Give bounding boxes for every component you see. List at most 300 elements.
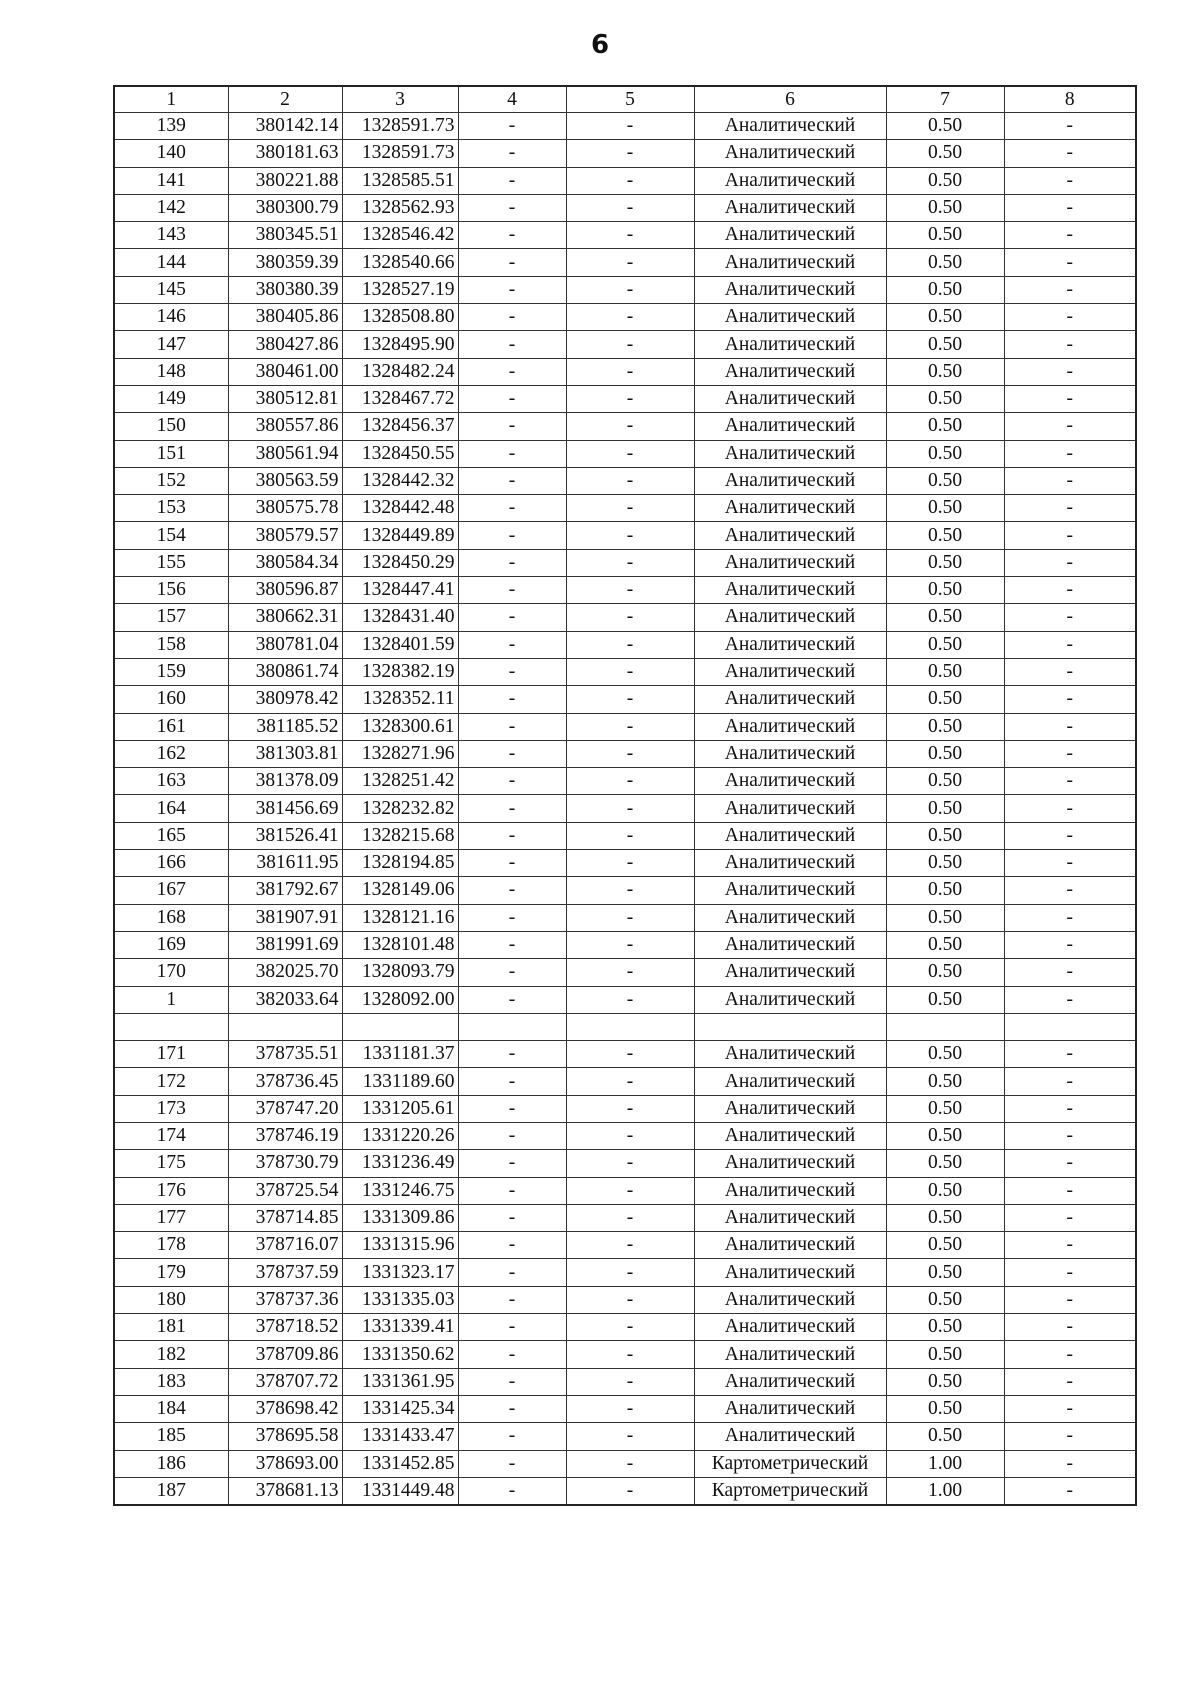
- cell-col-5: -: [566, 631, 694, 658]
- cell-col-4: -: [458, 577, 566, 604]
- cell-col-8: -: [1004, 850, 1136, 877]
- cell-point-number: 1: [114, 986, 228, 1013]
- cell-method: Аналитический: [694, 495, 886, 522]
- cell-method: Аналитический: [694, 276, 886, 303]
- cell-col-8: -: [1004, 194, 1136, 221]
- page-number: 6: [590, 30, 610, 60]
- cell-col-5: -: [566, 167, 694, 194]
- cell-col-8: -: [1004, 358, 1136, 385]
- cell-col-8: -: [1004, 222, 1136, 249]
- cell-y-coordinate: 1328101.48: [342, 931, 458, 958]
- cell-col-5: -: [566, 931, 694, 958]
- cell-col-4: -: [458, 768, 566, 795]
- cell-x-coordinate: 380781.04: [228, 631, 342, 658]
- table-row: [114, 631, 1136, 658]
- cell-col-4: -: [458, 713, 566, 740]
- cell-point-number: 165: [114, 822, 228, 849]
- table-row: [114, 795, 1136, 822]
- cell-col-4: -: [458, 467, 566, 494]
- cell-col-5: -: [566, 577, 694, 604]
- cell-accuracy: 0.50: [886, 222, 1004, 249]
- cell-accuracy: 0.50: [886, 577, 1004, 604]
- cell-method: Аналитический: [694, 768, 886, 795]
- cell-col-5: [566, 1013, 694, 1040]
- cell-col-8: -: [1004, 1314, 1136, 1341]
- cell-col-8: -: [1004, 713, 1136, 740]
- cell-method: Аналитический: [694, 1395, 886, 1422]
- cell-point-number: 147: [114, 331, 228, 358]
- cell-col-4: -: [458, 140, 566, 167]
- cell-col-8: -: [1004, 795, 1136, 822]
- table-row: [114, 194, 1136, 221]
- cell-accuracy: 0.50: [886, 1150, 1004, 1177]
- cell-col-5: -: [566, 331, 694, 358]
- cell-accuracy: 0.50: [886, 1177, 1004, 1204]
- cell-col-4: -: [458, 1395, 566, 1422]
- cell-method: Аналитический: [694, 1095, 886, 1122]
- cell-y-coordinate: 1328442.32: [342, 467, 458, 494]
- cell-y-coordinate: 1331452.85: [342, 1450, 458, 1477]
- cell-x-coordinate: 378695.58: [228, 1423, 342, 1450]
- cell-col-8: -: [1004, 140, 1136, 167]
- cell-point-number: 143: [114, 222, 228, 249]
- cell-accuracy: 0.50: [886, 440, 1004, 467]
- cell-col-8: -: [1004, 1204, 1136, 1231]
- cell-col-4: -: [458, 1477, 566, 1505]
- cell-col-8: -: [1004, 740, 1136, 767]
- cell-x-coordinate: 381378.09: [228, 768, 342, 795]
- table-row: [114, 822, 1136, 849]
- cell-accuracy: 0.50: [886, 1314, 1004, 1341]
- cell-y-coordinate: 1328562.93: [342, 194, 458, 221]
- cell-col-5: -: [566, 440, 694, 467]
- cell-x-coordinate: 381185.52: [228, 713, 342, 740]
- cell-col-8: -: [1004, 931, 1136, 958]
- cell-point-number: 158: [114, 631, 228, 658]
- cell-method: Аналитический: [694, 1259, 886, 1286]
- cell-col-4: -: [458, 986, 566, 1013]
- cell-col-5: -: [566, 822, 694, 849]
- cell-col-4: -: [458, 495, 566, 522]
- cell-point-number: 173: [114, 1095, 228, 1122]
- cell-col-5: -: [566, 1122, 694, 1149]
- cell-col-5: -: [566, 1286, 694, 1313]
- cell-col-5: -: [566, 1177, 694, 1204]
- cell-col-4: -: [458, 276, 566, 303]
- cell-col-8: -: [1004, 1150, 1136, 1177]
- cell-x-coordinate: 380662.31: [228, 604, 342, 631]
- cell-col-5: -: [566, 877, 694, 904]
- cell-method: Аналитический: [694, 740, 886, 767]
- cell-method: Аналитический: [694, 140, 886, 167]
- cell-col-5: -: [566, 358, 694, 385]
- cell-y-coordinate: 1331433.47: [342, 1423, 458, 1450]
- cell-col-4: -: [458, 931, 566, 958]
- table-row: [114, 740, 1136, 767]
- cell-col-8: -: [1004, 959, 1136, 986]
- cell-accuracy: 0.50: [886, 467, 1004, 494]
- cell-x-coordinate: 378730.79: [228, 1150, 342, 1177]
- cell-y-coordinate: 1328450.29: [342, 549, 458, 576]
- cell-col-8: -: [1004, 768, 1136, 795]
- cell-point-number: 140: [114, 140, 228, 167]
- table-row: [114, 1041, 1136, 1068]
- cell-x-coordinate: 378746.19: [228, 1122, 342, 1149]
- cell-col-5: -: [566, 1232, 694, 1259]
- table-row: [114, 331, 1136, 358]
- cell-col-5: -: [566, 1368, 694, 1395]
- cell-col-5: -: [566, 1395, 694, 1422]
- table-body: [114, 86, 1136, 1505]
- table-row: [114, 850, 1136, 877]
- cell-col-8: -: [1004, 1368, 1136, 1395]
- cell-y-coordinate: 1331315.96: [342, 1232, 458, 1259]
- cell-col-8: -: [1004, 658, 1136, 685]
- cell-x-coordinate: 380512.81: [228, 385, 342, 412]
- cell-col-4: -: [458, 358, 566, 385]
- cell-method: Аналитический: [694, 658, 886, 685]
- cell-accuracy: 0.50: [886, 385, 1004, 412]
- table-row: [114, 1477, 1136, 1505]
- table-row: [114, 1232, 1136, 1259]
- cell-x-coordinate: 380142.14: [228, 113, 342, 140]
- cell-method: Аналитический: [694, 959, 886, 986]
- cell-y-coordinate: 1328232.82: [342, 795, 458, 822]
- cell-col-4: -: [458, 1068, 566, 1095]
- cell-method: Аналитический: [694, 904, 886, 931]
- cell-point-number: 146: [114, 304, 228, 331]
- cell-method: Аналитический: [694, 1122, 886, 1149]
- cell-x-coordinate: 380181.63: [228, 140, 342, 167]
- cell-col-8: -: [1004, 1068, 1136, 1095]
- cell-x-coordinate: 378698.42: [228, 1395, 342, 1422]
- cell-col-4: -: [458, 194, 566, 221]
- cell-x-coordinate: 378716.07: [228, 1232, 342, 1259]
- cell-method: Аналитический: [694, 1232, 886, 1259]
- cell-col-4: -: [458, 113, 566, 140]
- cell-method: Аналитический: [694, 822, 886, 849]
- cell-col-4: -: [458, 1368, 566, 1395]
- cell-y-coordinate: 1331205.61: [342, 1095, 458, 1122]
- table-row: [114, 1122, 1136, 1149]
- cell-y-coordinate: 1328092.00: [342, 986, 458, 1013]
- column-header-8: 8: [1004, 86, 1136, 113]
- cell-method: Аналитический: [694, 1423, 886, 1450]
- cell-accuracy: 0.50: [886, 658, 1004, 685]
- table-row: [114, 904, 1136, 931]
- cell-accuracy: 0.50: [886, 877, 1004, 904]
- cell-point-number: 157: [114, 604, 228, 631]
- cell-x-coordinate: 380575.78: [228, 495, 342, 522]
- column-header-2: 2: [228, 86, 342, 113]
- cell-x-coordinate: 380861.74: [228, 658, 342, 685]
- cell-col-5: -: [566, 850, 694, 877]
- cell-point-number: 149: [114, 385, 228, 412]
- cell-accuracy: 0.50: [886, 1232, 1004, 1259]
- cell-col-8: -: [1004, 577, 1136, 604]
- cell-col-4: -: [458, 1423, 566, 1450]
- column-header-6: 6: [694, 86, 886, 113]
- cell-col-4: -: [458, 167, 566, 194]
- cell-col-4: -: [458, 1232, 566, 1259]
- cell-col-5: -: [566, 495, 694, 522]
- cell-x-coordinate: 381991.69: [228, 931, 342, 958]
- table-row: [114, 1204, 1136, 1231]
- cell-col-5: -: [566, 1259, 694, 1286]
- cell-y-coordinate: 1331220.26: [342, 1122, 458, 1149]
- cell-col-5: -: [566, 1314, 694, 1341]
- cell-method: [694, 1013, 886, 1040]
- cell-x-coordinate: 382025.70: [228, 959, 342, 986]
- table-row: [114, 1095, 1136, 1122]
- cell-accuracy: [886, 1013, 1004, 1040]
- cell-method: Аналитический: [694, 1177, 886, 1204]
- cell-method: Аналитический: [694, 249, 886, 276]
- cell-x-coordinate: [228, 1013, 342, 1040]
- cell-point-number: 171: [114, 1041, 228, 1068]
- column-header-5: 5: [566, 86, 694, 113]
- cell-col-4: -: [458, 904, 566, 931]
- table-row: [114, 1368, 1136, 1395]
- cell-col-5: -: [566, 1341, 694, 1368]
- cell-point-number: 167: [114, 877, 228, 904]
- cell-col-4: -: [458, 1122, 566, 1149]
- cell-col-8: -: [1004, 549, 1136, 576]
- cell-x-coordinate: 378747.20: [228, 1095, 342, 1122]
- cell-col-5: -: [566, 1450, 694, 1477]
- cell-col-4: -: [458, 331, 566, 358]
- cell-x-coordinate: 381526.41: [228, 822, 342, 849]
- cell-point-number: 150: [114, 413, 228, 440]
- cell-col-5: -: [566, 1477, 694, 1505]
- cell-method: Аналитический: [694, 631, 886, 658]
- cell-col-4: -: [458, 686, 566, 713]
- cell-x-coordinate: 381907.91: [228, 904, 342, 931]
- cell-col-8: -: [1004, 1341, 1136, 1368]
- cell-accuracy: 0.50: [886, 1395, 1004, 1422]
- cell-method: Аналитический: [694, 577, 886, 604]
- cell-col-5: -: [566, 249, 694, 276]
- cell-method: Аналитический: [694, 1204, 886, 1231]
- cell-accuracy: 0.50: [886, 113, 1004, 140]
- cell-method: Аналитический: [694, 440, 886, 467]
- cell-accuracy: 0.50: [886, 713, 1004, 740]
- coordinates-table: [113, 85, 1137, 1506]
- table-row: [114, 1013, 1136, 1040]
- cell-col-4: -: [458, 877, 566, 904]
- cell-col-5: -: [566, 1423, 694, 1450]
- cell-accuracy: 0.50: [886, 822, 1004, 849]
- cell-col-8: -: [1004, 1395, 1136, 1422]
- cell-col-4: -: [458, 1341, 566, 1368]
- cell-col-4: -: [458, 1177, 566, 1204]
- cell-point-number: 148: [114, 358, 228, 385]
- cell-col-5: -: [566, 1095, 694, 1122]
- cell-col-5: -: [566, 658, 694, 685]
- cell-col-5: -: [566, 1150, 694, 1177]
- cell-col-5: -: [566, 959, 694, 986]
- cell-y-coordinate: 1331425.34: [342, 1395, 458, 1422]
- cell-col-8: -: [1004, 249, 1136, 276]
- cell-y-coordinate: 1328442.48: [342, 495, 458, 522]
- cell-x-coordinate: 380345.51: [228, 222, 342, 249]
- cell-point-number: 162: [114, 740, 228, 767]
- cell-accuracy: 0.50: [886, 167, 1004, 194]
- cell-method: Аналитический: [694, 604, 886, 631]
- cell-x-coordinate: 378693.00: [228, 1450, 342, 1477]
- cell-y-coordinate: 1328449.89: [342, 522, 458, 549]
- cell-col-5: -: [566, 385, 694, 412]
- cell-point-number: 168: [114, 904, 228, 931]
- cell-point-number: 172: [114, 1068, 228, 1095]
- cell-col-4: -: [458, 1204, 566, 1231]
- cell-method: Аналитический: [694, 795, 886, 822]
- cell-y-coordinate: 1328447.41: [342, 577, 458, 604]
- cell-y-coordinate: 1331309.86: [342, 1204, 458, 1231]
- cell-col-4: -: [458, 850, 566, 877]
- cell-col-8: -: [1004, 1122, 1136, 1149]
- cell-accuracy: 0.50: [886, 1095, 1004, 1122]
- cell-accuracy: 0.50: [886, 1368, 1004, 1395]
- cell-col-5: -: [566, 304, 694, 331]
- cell-method: Аналитический: [694, 1368, 886, 1395]
- cell-method: Аналитический: [694, 1041, 886, 1068]
- cell-col-4: -: [458, 631, 566, 658]
- cell-col-8: -: [1004, 822, 1136, 849]
- cell-col-5: -: [566, 140, 694, 167]
- cell-point-number: 170: [114, 959, 228, 986]
- cell-x-coordinate: 380359.39: [228, 249, 342, 276]
- table-row: [114, 304, 1136, 331]
- cell-x-coordinate: 378709.86: [228, 1341, 342, 1368]
- cell-method: Аналитический: [694, 1341, 886, 1368]
- cell-col-5: -: [566, 740, 694, 767]
- cell-accuracy: 1.00: [886, 1450, 1004, 1477]
- cell-col-5: -: [566, 686, 694, 713]
- cell-col-8: -: [1004, 1041, 1136, 1068]
- cell-x-coordinate: 381611.95: [228, 850, 342, 877]
- cell-y-coordinate: 1328352.11: [342, 686, 458, 713]
- cell-point-number: 145: [114, 276, 228, 303]
- cell-col-4: -: [458, 385, 566, 412]
- cell-y-coordinate: 1328456.37: [342, 413, 458, 440]
- cell-col-8: [1004, 1013, 1136, 1040]
- cell-method: Аналитический: [694, 986, 886, 1013]
- cell-point-number: 163: [114, 768, 228, 795]
- cell-point-number: 159: [114, 658, 228, 685]
- cell-x-coordinate: 380978.42: [228, 686, 342, 713]
- cell-point-number: 186: [114, 1450, 228, 1477]
- cell-col-4: -: [458, 795, 566, 822]
- cell-col-8: -: [1004, 631, 1136, 658]
- column-header-3: 3: [342, 86, 458, 113]
- cell-y-coordinate: 1328495.90: [342, 331, 458, 358]
- cell-x-coordinate: 380561.94: [228, 440, 342, 467]
- cell-point-number: 179: [114, 1259, 228, 1286]
- table-row: [114, 1450, 1136, 1477]
- cell-method: Аналитический: [694, 1068, 886, 1095]
- table-row: [114, 1286, 1136, 1313]
- cell-accuracy: 0.50: [886, 1286, 1004, 1313]
- cell-x-coordinate: 380563.59: [228, 467, 342, 494]
- cell-col-8: -: [1004, 167, 1136, 194]
- cell-method: Картометрический: [694, 1477, 886, 1505]
- cell-y-coordinate: 1328591.73: [342, 113, 458, 140]
- cell-y-coordinate: 1331335.03: [342, 1286, 458, 1313]
- table-row: [114, 1150, 1136, 1177]
- table-row: [114, 522, 1136, 549]
- cell-y-coordinate: [342, 1013, 458, 1040]
- cell-x-coordinate: 378681.13: [228, 1477, 342, 1505]
- cell-accuracy: 0.50: [886, 413, 1004, 440]
- cell-col-5: -: [566, 276, 694, 303]
- cell-method: Аналитический: [694, 931, 886, 958]
- cell-y-coordinate: 1328508.80: [342, 304, 458, 331]
- table-row: [114, 113, 1136, 140]
- cell-col-4: -: [458, 522, 566, 549]
- cell-y-coordinate: 1328121.16: [342, 904, 458, 931]
- cell-col-8: -: [1004, 304, 1136, 331]
- cell-x-coordinate: 380300.79: [228, 194, 342, 221]
- cell-point-number: 184: [114, 1395, 228, 1422]
- cell-y-coordinate: 1328431.40: [342, 604, 458, 631]
- cell-accuracy: 0.50: [886, 522, 1004, 549]
- cell-y-coordinate: 1328467.72: [342, 385, 458, 412]
- table-row: [114, 768, 1136, 795]
- table-row: [114, 385, 1136, 412]
- cell-y-coordinate: 1328300.61: [342, 713, 458, 740]
- cell-accuracy: 0.50: [886, 495, 1004, 522]
- cell-col-8: -: [1004, 1450, 1136, 1477]
- table-row: [114, 495, 1136, 522]
- cell-y-coordinate: 1328585.51: [342, 167, 458, 194]
- cell-y-coordinate: 1328482.24: [342, 358, 458, 385]
- cell-col-4: -: [458, 1286, 566, 1313]
- cell-y-coordinate: 1331350.62: [342, 1341, 458, 1368]
- cell-col-4: -: [458, 1450, 566, 1477]
- cell-accuracy: 0.50: [886, 986, 1004, 1013]
- cell-accuracy: 0.50: [886, 1423, 1004, 1450]
- table-row: [114, 358, 1136, 385]
- table-row: [114, 549, 1136, 576]
- table-row: [114, 686, 1136, 713]
- cell-accuracy: 1.00: [886, 1477, 1004, 1505]
- cell-accuracy: 0.50: [886, 604, 1004, 631]
- cell-method: Аналитический: [694, 113, 886, 140]
- cell-y-coordinate: 1331246.75: [342, 1177, 458, 1204]
- cell-col-8: -: [1004, 1286, 1136, 1313]
- cell-col-4: -: [458, 740, 566, 767]
- cell-col-5: -: [566, 113, 694, 140]
- cell-col-5: -: [566, 604, 694, 631]
- cell-point-number: 164: [114, 795, 228, 822]
- cell-x-coordinate: 378714.85: [228, 1204, 342, 1231]
- cell-col-4: -: [458, 549, 566, 576]
- cell-method: Аналитический: [694, 467, 886, 494]
- cell-point-number: 141: [114, 167, 228, 194]
- cell-point-number: 144: [114, 249, 228, 276]
- cell-x-coordinate: 380405.86: [228, 304, 342, 331]
- cell-y-coordinate: 1328546.42: [342, 222, 458, 249]
- cell-col-4: -: [458, 1314, 566, 1341]
- cell-accuracy: 0.50: [886, 249, 1004, 276]
- cell-y-coordinate: 1328194.85: [342, 850, 458, 877]
- cell-col-8: -: [1004, 440, 1136, 467]
- cell-y-coordinate: 1328149.06: [342, 877, 458, 904]
- cell-y-coordinate: 1331339.41: [342, 1314, 458, 1341]
- table-row: [114, 713, 1136, 740]
- cell-col-4: -: [458, 1150, 566, 1177]
